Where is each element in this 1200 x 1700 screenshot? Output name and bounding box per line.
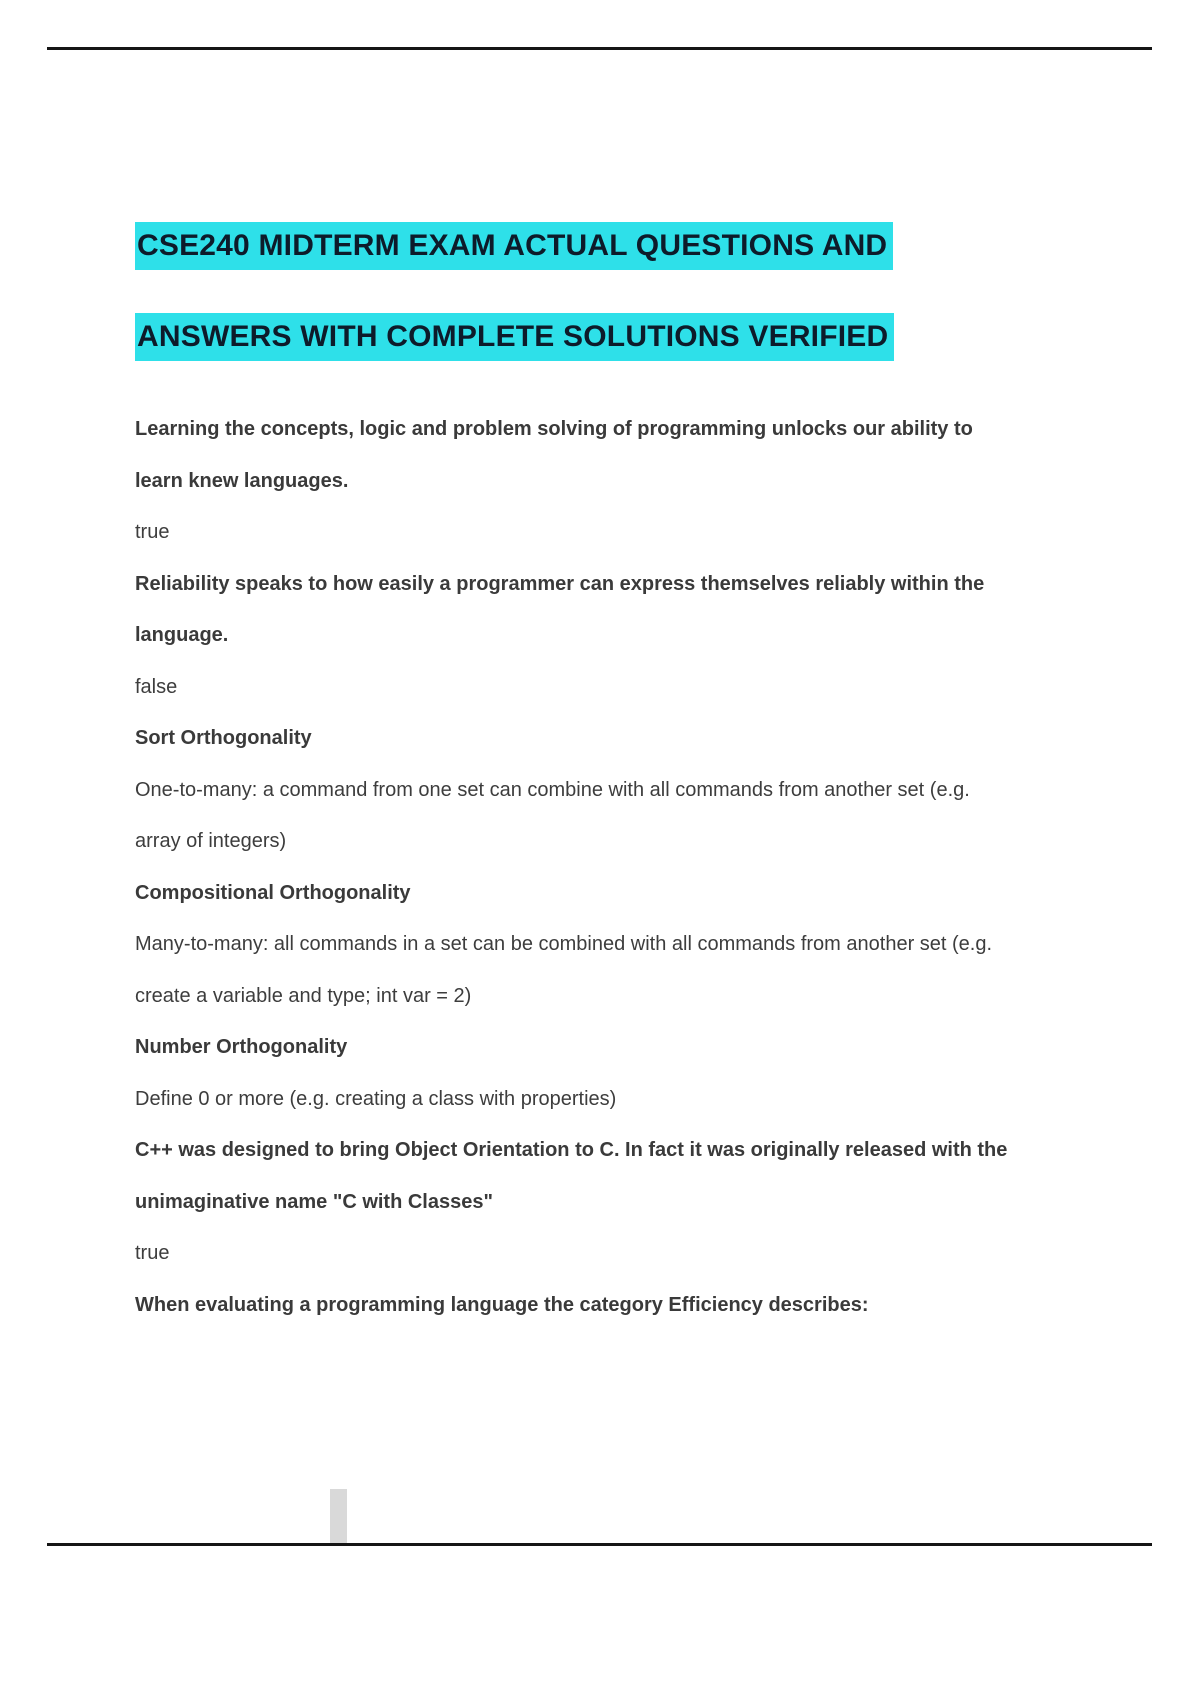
question-text: Reliability speaks to how easily a programmer can express themselves reliably within the language. (135, 572, 985, 646)
question-text: Number Orthogonality (135, 1036, 348, 1058)
question-text: Compositional Orthogonality (135, 881, 411, 904)
page-edge-artifact (330, 1489, 347, 1544)
document-title-line-1 (135, 222, 1015, 270)
title-highlight-1: CSE240 MIDTERM EXAM ACTUAL QUESTIONS AND (135, 222, 893, 270)
title-highlight-2: ANSWERS WITH COMPLETE SOLUTIONS VERIFIED (135, 313, 894, 361)
qa-list (135, 404, 1015, 1331)
answer-text: true (135, 1242, 170, 1264)
document-page (135, 0, 1015, 1331)
question-text: C++ was designed to bring Object Orientation to C. In fact it was originally released with the unimaginative name "C with Classes" (135, 1139, 1008, 1213)
document-title-block (135, 0, 1015, 361)
answer-text: true (135, 521, 170, 543)
answer-text: Many-to-many: all commands in a set can be combined with all commands from another set (e.g. create a variable and type; int var = 2) (135, 933, 993, 1007)
document-title-line-2 (135, 313, 1015, 361)
page-bottom-rule (47, 1543, 1152, 1546)
answer-text: false (135, 675, 178, 698)
question-text: Learning the concepts, logic and problem solving of programming unlocks our ability to learn knew languages. (135, 418, 973, 492)
answer-text: One-to-many: a command from one set can combine with all commands from another set (e.g. array of integers) (135, 778, 970, 852)
answer-text: Define 0 or more (e.g. creating a class with properties) (135, 1087, 617, 1110)
question-text: When evaluating a programming language the category Efficiency describes: (135, 1293, 869, 1316)
question-text: Sort Orthogonality (135, 727, 312, 749)
